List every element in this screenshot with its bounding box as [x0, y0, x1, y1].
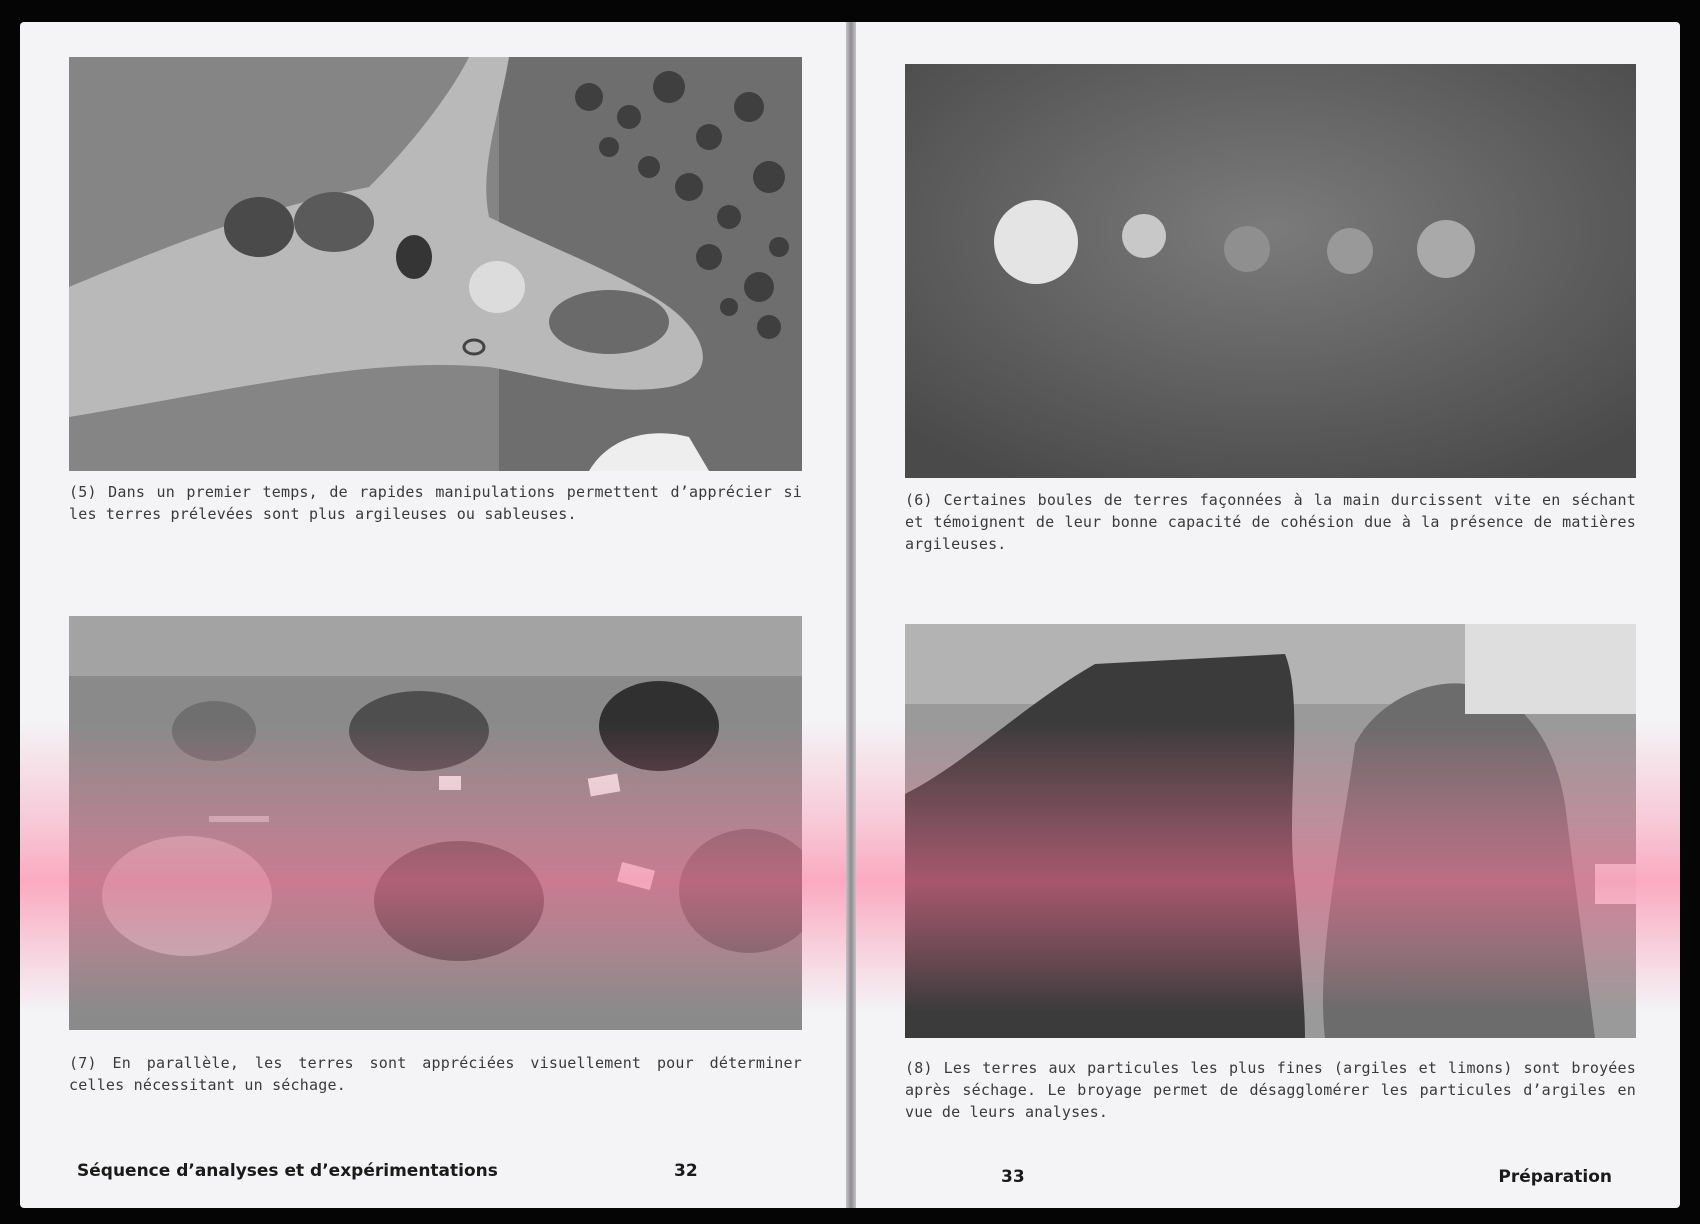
- photo-soil-piles-on-floor: [69, 616, 802, 1030]
- caption-7: (7) En parallèle, les terres sont appréciées visuellement pour déterminer celles nécessitant un séchage.: [69, 1054, 802, 1094]
- right-page-number: 33: [1001, 1167, 1025, 1187]
- caption-6: (6) Certaines boules de terres façonnées à la main durcissent vite en séchant et témoignent de leur bonne capacité de cohésion due à la présence de matières argileuses.: [905, 491, 1636, 553]
- left-running-title: Séquence d’analyses et d’expérimentations: [77, 1161, 498, 1181]
- caption-5: (5) Dans un premier temps, de rapides manipulations permettent d’apprécier si les terres prélevées sont plus argileuses ou sableuses.: [69, 483, 802, 523]
- right-page: [856, 22, 1680, 1208]
- caption-8: (8) Les terres aux particules les plus fines (argiles et limons) sont broyées après séchage. Le broyage permet de désagglomérer les particules d’argiles en vue de leurs analyses.: [905, 1059, 1636, 1121]
- left-page-number: 32: [674, 1161, 698, 1181]
- photo-dried-soil-rows: [905, 624, 1636, 1038]
- left-page: [20, 22, 846, 1208]
- photo-soil-balls: [905, 64, 1636, 478]
- photo-hand-soil-samples: [69, 57, 802, 471]
- right-running-title: Préparation: [1498, 1167, 1612, 1187]
